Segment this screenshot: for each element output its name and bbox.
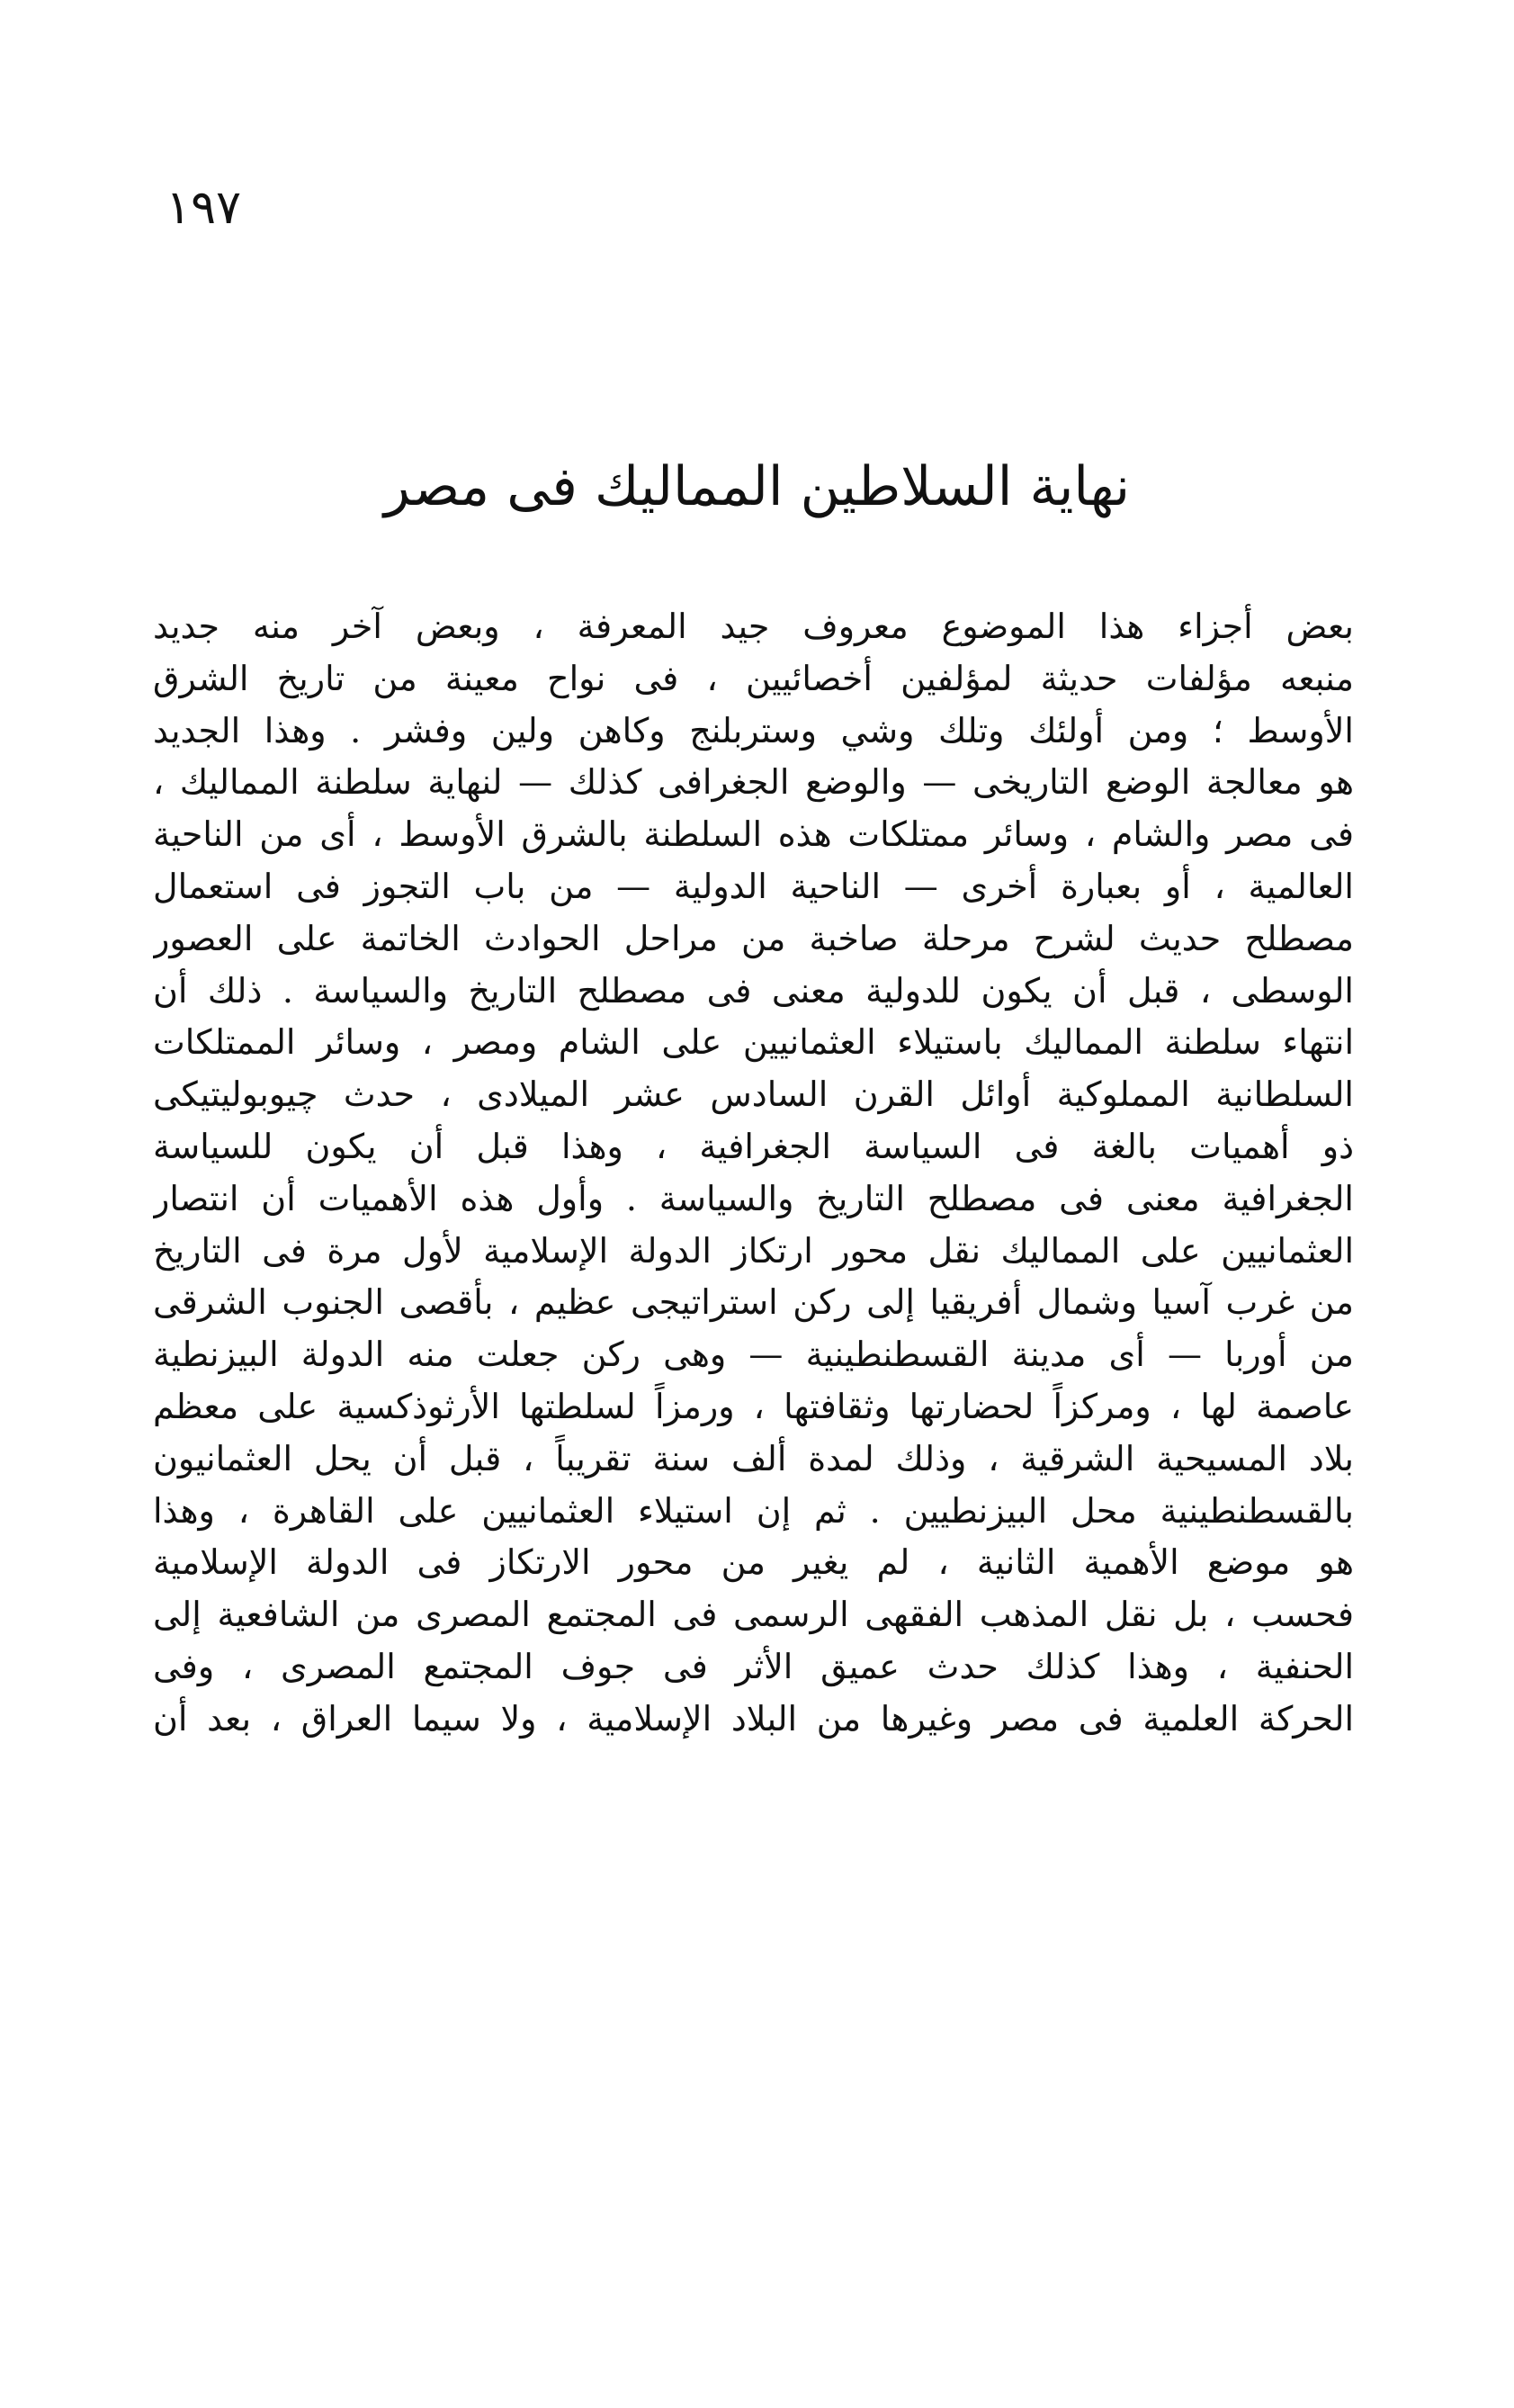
body-text [153,601,1354,1746]
text-line: فحسب ، بل نقل المذهب الفقهى الرسمى فى المجتمع المصرى من الشافعية إلى [153,1595,1354,1635]
page-number: ١٩٧ [166,181,241,235]
text-line: انتهاء سلطنة المماليك باستيلاء العثمانيين على الشام ومصر ، وسائر الممتلكات [153,1022,1354,1063]
text-line: بالقسطنطينية محل البيزنطيين . ثم إن استيلاء العثمانيين على القاهرة ، وهذا [153,1490,1354,1531]
chapter-title: نهاية السلاطين المماليك فى مصر [383,455,1131,518]
text-line: الحركة العلمية فى مصر وغيرها من البلاد الإسلامية ، ولا سيما العراق ، بعد أن [153,1698,1354,1739]
text-line: مصطلح حديث لشرح مرحلة صاخبة من مراحل الحوادث الخاتمة على العصور [153,918,1354,958]
text-line: من أوربا — أى مدينة القسطنطينية — وهى ركن جعلت منه الدولة البيزنطية [153,1334,1354,1375]
text-line: العالمية ، أو بعبارة أخرى — الناحية الدولية — من باب التجوز فى استعمال [153,866,1354,906]
text-line: من غرب آسيا وشمال أفريقيا إلى ركن استراتيجى عظيم ، بأقصى الجنوب الشرقى [153,1282,1354,1323]
text-line: ذو أهميات بالغة فى السياسة الجغرافية ، وهذا قبل أن يكون للسياسة [153,1126,1354,1166]
text-line: الأوسط ؛ ومن أولئك وتلك وشي وستربلنج وكاهن ولين وفشر . وهذا الجديد [153,710,1354,750]
text-line: عاصمة لها ، ومركزاً لحضارتها وثقافتها ، ورمزاً لسلطتها الأرثوذكسية على معظم [153,1386,1354,1426]
text-line: الوسطى ، قبل أن يكون للدولية معنى فى مصطلح التاريخ والسياسة . ذلك أن [153,970,1354,1011]
text-line: الحنفية ، وهذا كذلك حدث عميق الأثر فى جوف المجتمع المصرى ، وفى [153,1646,1354,1686]
text-line: هو معالجة الوضع التاريخى — والوضع الجغرافى كذلك — لنهاية سلطنة المماليك ، [153,762,1354,803]
text-line: الجغرافية معنى فى مصطلح التاريخ والسياسة . وأول هذه الأهميات أن انتصار [153,1178,1354,1218]
text-line: منبعه مؤلفات حديثة لمؤلفين أخصائيين ، فى نواح معينة من تاريخ الشرق [153,658,1354,698]
text-line: بلاد المسيحية الشرقية ، وذلك لمدة ألف سنة تقريباً ، قبل أن يحل العثمانيون [153,1438,1354,1478]
text-line: العثمانيين على المماليك نقل محور ارتكاز الدولة الإسلامية لأول مرة فى التاريخ [153,1230,1354,1271]
text-line: هو موضع الأهمية الثانية ، لم يغير من محور الارتكاز فى الدولة الإسلامية [153,1542,1354,1583]
text-line: فى مصر والشام ، وسائر ممتلكات هذه السلطنة بالشرق الأوسط ، أى من الناحية [153,814,1354,855]
text-line: السلطانية المملوكية أوائل القرن السادس عشر الميلادى ، حدث چيوبوليتيكى [153,1074,1354,1115]
text-line: بعض أجزاء هذا الموضوع معروف جيد المعرفة ، وبعض آخر منه جديد [153,606,1354,646]
